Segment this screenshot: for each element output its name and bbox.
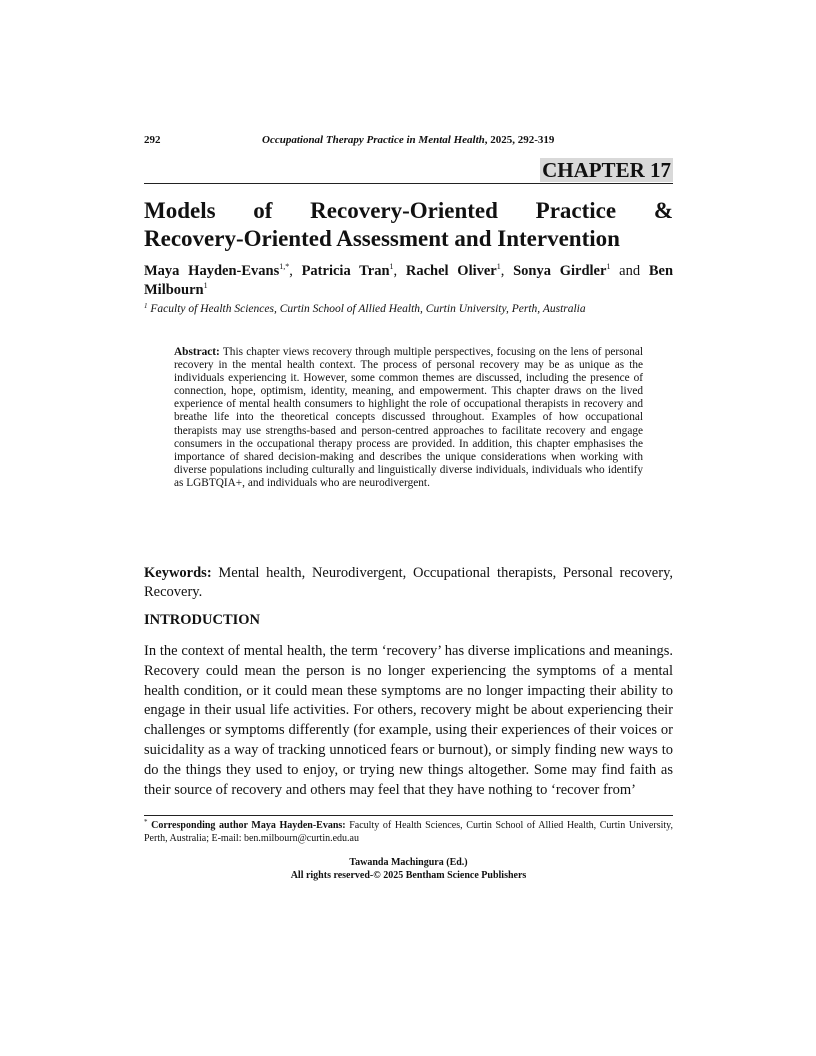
footnote-text: Faculty of Health Sciences, Curtin School of Allied Health, Curtin University, Perth, Australia; E-mail: ben.milbourn@curtin.edu.au (144, 820, 673, 844)
corresponding-author-footnote (144, 820, 673, 845)
journal-citation (262, 134, 554, 146)
abstract-label: Abstract: (174, 346, 220, 358)
author-name: Ben Milbourn (144, 263, 674, 298)
keywords-text: Mental health, Neurodivergent, Occupational therapists, Personal recovery, Recovery. (144, 565, 673, 600)
author-separator: , (500, 263, 514, 279)
chapter-title-line-2: Recovery-Oriented Assessment and Intervention (144, 226, 620, 251)
author-list (144, 262, 673, 300)
author-affiliation-mark: 1 (389, 262, 394, 271)
author-affiliation-mark: 1 (203, 281, 208, 290)
chapter-rule (144, 158, 673, 184)
author-affiliation-mark: 1 (606, 262, 611, 271)
author-affiliation-mark: 1,* (279, 262, 290, 271)
author-name: Rachel Oliver (405, 263, 497, 279)
author-name: Patricia Tran (301, 263, 390, 279)
abstract-text: This chapter views recovery through multiple perspectives, focusing on the lens of personal recovery in the mental health context. The process of personal recovery may be as unique as the individuals experiencing it. However, some common themes are discussed, including the presence of connection, hope, optimism, identity, meaning, and empowerment. This chapter draws on the lived experience of mental health consumers to highlight the role of occupational therapists in recovery and breathe life into the theoretical concepts discussed throughout. Examples of how occupational therapists may use strengths-based and person-centred approaches to facilitate recovery and engage consumers in the occupational therapy process are provided. In addition, this chapter emphasises the importance of shared decision-making and describes the unique considerations when working with diverse populations including culturally and linguistically diverse individuals, individuals who identify as LGBTQIA+, and individuals who are neurodivergent. (174, 346, 643, 489)
page-number: 292 (144, 134, 161, 146)
author-name: Maya Hayden-Evans (144, 263, 280, 279)
footnote-label: Corresponding author Maya Hayden-Evans: (147, 820, 346, 831)
journal-title: Occupational Therapy Practice in Mental Health (262, 134, 485, 146)
affiliation (144, 303, 673, 315)
abstract (174, 346, 643, 490)
section-heading-introduction: INTRODUCTION (144, 612, 261, 628)
introduction-paragraph: In the context of mental health, the term ‘recovery’ has diverse implications and meanings. Recovery could mean the person is no longer experiencing the symptoms of a mental health condition, or it could mean these symptoms are no longer impacting their ability to engage in their usual life activities. For others, recovery might be about experiencing their challenges or symptoms differently (for example, using their experiences of their voices or suicidality as a way of tracking unnoticed fears or burnout), or simply finding new ways to do the things they used to enjoy, or trying new things altogether. Some may find faith as their source of recovery and others may feel that they have nothing to ‘recover from’ (144, 643, 673, 798)
chapter-title (144, 197, 673, 253)
keywords-label: Keywords: (144, 565, 212, 581)
author-affiliation-mark: 1 (496, 262, 501, 271)
author-separator: and (610, 263, 649, 279)
chapter-label: CHAPTER 17 (542, 158, 671, 182)
journal-year-pages: , 2025, 292-319 (484, 134, 555, 146)
copyright-notice: All rights reserved-© 2025 Bentham Science Publishers (290, 870, 527, 881)
editor-credit: Tawanda Machingura (Ed.) (349, 857, 468, 868)
affiliation-text: Faculty of Health Sciences, Curtin School of Allied Health, Curtin University, Perth, Australia (147, 303, 586, 315)
keywords (144, 564, 673, 602)
author-name: Sonya Girdler (513, 263, 607, 279)
footnote-divider (144, 815, 673, 816)
author-separator: , (393, 263, 406, 279)
author-separator: , (289, 263, 302, 279)
footnote-mark: * (144, 818, 148, 826)
affiliation-mark: 1 (144, 302, 148, 310)
publication-credits (144, 856, 673, 882)
chapter-title-line-1: Models of Recovery-Oriented Practice & (144, 198, 673, 223)
